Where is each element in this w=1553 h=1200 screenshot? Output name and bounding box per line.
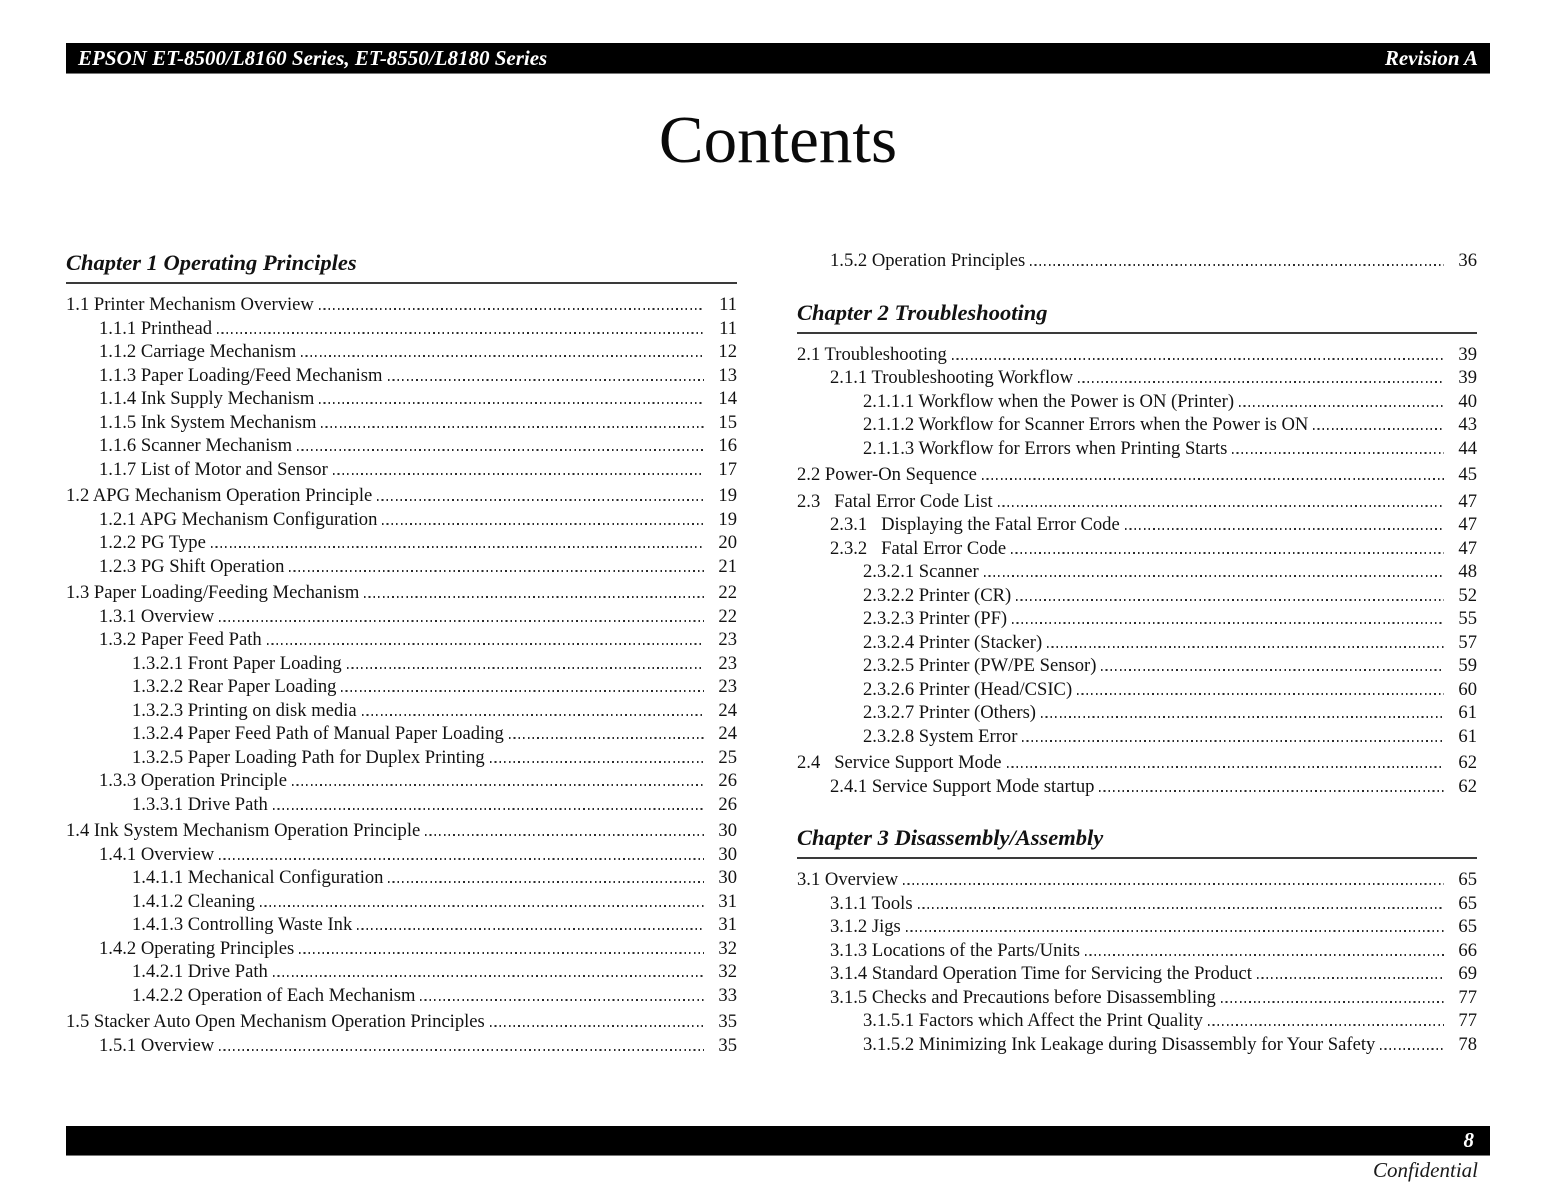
toc-entry-title: 1.4.1.2 Cleaning <box>132 890 255 912</box>
toc-leader-dots <box>425 834 704 836</box>
toc-entry[interactable] <box>66 531 737 555</box>
chapter-heading: Chapter 3 Disassembly/Assembly <box>797 824 1477 859</box>
toc-page-number: 26 <box>718 793 737 815</box>
toc-entry-title: 1.3.2.2 Rear Paper Loading <box>132 676 337 697</box>
toc-leader-dots <box>382 523 704 525</box>
toc-page-number: 30 <box>718 820 737 841</box>
toc-entry-title: 2.3.2.8 System Error <box>863 725 1018 747</box>
toc-entry-title: 3.1.5.1 Factors which Affect the Print Quality <box>863 1010 1203 1031</box>
toc-entry[interactable] <box>797 962 1477 986</box>
toc-leader-dots <box>289 570 704 572</box>
toc-page-number: 77 <box>1458 1010 1477 1031</box>
toc-page-number: 55 <box>1458 608 1477 629</box>
toc-entry[interactable] <box>66 843 737 867</box>
toc-page-number: 17 <box>718 458 737 480</box>
toc-leader-dots <box>1232 452 1444 454</box>
toc-leader-dots <box>1016 599 1444 601</box>
toc-page-number: 47 <box>1458 490 1477 512</box>
toc-entry[interactable] <box>66 508 737 532</box>
toc-entry[interactable] <box>66 699 737 723</box>
toc-entry-title: 1.3.2.5 Paper Loading Path for Duplex Printing <box>132 746 485 768</box>
toc-entry-title: 1.1.7 List of Motor and Sensor <box>99 458 328 480</box>
toc-leader-dots <box>1012 622 1444 624</box>
toc-entry-title: 3.1.5.2 Minimizing Ink Leakage during Disassembly for Your Safety <box>863 1033 1376 1055</box>
toc-page-number: 61 <box>1458 702 1477 723</box>
toc-leader-dots <box>219 1049 704 1051</box>
toc-leader-dots <box>219 858 704 860</box>
toc-leader-dots <box>211 546 704 548</box>
toc-entry[interactable] <box>66 793 737 817</box>
toc-entry[interactable] <box>797 249 1477 273</box>
toc-entry-title: 1.5.1 Overview <box>99 1034 215 1056</box>
toc-leader-dots <box>362 714 704 716</box>
toc-entry[interactable] <box>797 939 1477 963</box>
toc-entry[interactable] <box>797 607 1477 631</box>
toc-page-number: 11 <box>719 317 737 339</box>
toc-entry-title: 2.2 Power-On Sequence <box>797 464 977 485</box>
chapter-heading: Chapter 1 Operating Principles <box>66 249 737 284</box>
header-revision-label: Revision A <box>1384 45 1478 70</box>
toc-entry-title: 3.1.2 Jigs <box>830 916 901 937</box>
toc-entry-title: 2.3 Fatal Error Code List <box>797 490 993 512</box>
toc-page-number: 22 <box>718 582 737 603</box>
toc-entry-title: 1.3.2.1 Front Paper Loading <box>132 652 342 674</box>
toc-leader-dots <box>364 596 704 598</box>
toc-entry[interactable] <box>66 652 737 676</box>
toc-page-number: 45 <box>1458 464 1477 485</box>
toc-page-number: 19 <box>718 508 737 530</box>
toc-entry[interactable] <box>66 434 737 458</box>
toc-leader-dots <box>1085 954 1444 956</box>
toc-entry-title: 1.4 Ink System Mechanism Operation Principle <box>66 820 421 841</box>
toc-page-number: 32 <box>718 961 737 982</box>
toc-entry-title: 1.4.2 Operating Principles <box>99 937 295 959</box>
toc-entry[interactable] <box>66 411 737 435</box>
toc-entry[interactable] <box>66 913 737 937</box>
toc-page-number: 62 <box>1458 775 1477 797</box>
toc-entry[interactable] <box>797 631 1477 655</box>
toc-entry[interactable] <box>797 892 1477 916</box>
toc-entry[interactable] <box>797 343 1477 367</box>
toc-page-number: 65 <box>1458 916 1477 937</box>
toc-entry[interactable] <box>797 654 1477 678</box>
toc-page-number: 24 <box>718 699 737 721</box>
toc-entry[interactable] <box>797 413 1477 437</box>
toc-leader-dots <box>1007 766 1444 768</box>
toc-page-number: 35 <box>718 1034 737 1056</box>
toc-column <box>797 249 1477 1056</box>
toc-entry[interactable] <box>66 960 737 984</box>
toc-page-number: 44 <box>1458 437 1477 459</box>
toc-entry[interactable] <box>66 387 737 411</box>
toc-leader-dots <box>299 952 704 954</box>
toc-page-number: 57 <box>1458 631 1477 653</box>
toc-entry[interactable] <box>797 584 1477 608</box>
toc-leader-dots <box>292 784 704 786</box>
toc-page-number: 47 <box>1458 537 1477 559</box>
toc-entry-title: 2.3.2.4 Printer (Stacker) <box>863 631 1043 653</box>
toc-entry[interactable] <box>797 678 1477 702</box>
toc-leader-dots <box>297 449 704 451</box>
toc-entry[interactable] <box>66 937 737 961</box>
toc-page-number: 20 <box>718 532 737 553</box>
toc-entry[interactable] <box>66 605 737 629</box>
toc-page-number: 19 <box>718 485 737 506</box>
toc-page-number: 13 <box>718 364 737 386</box>
toc-leader-dots <box>347 667 704 669</box>
toc-entry-title: 2.4.1 Service Support Mode startup <box>830 775 1095 797</box>
toc-entry[interactable] <box>797 868 1477 892</box>
toc-page-number: 30 <box>718 843 737 865</box>
toc-entry[interactable] <box>66 484 737 508</box>
toc-leader-dots <box>388 881 704 883</box>
toc-entry-title: 1.3 Paper Loading/Feeding Mechanism <box>66 582 360 603</box>
toc-page-number: 30 <box>718 867 737 888</box>
toc-page-number: 26 <box>718 770 737 791</box>
toc-entry-title: 1.1.1 Printhead <box>99 317 213 339</box>
toc-leader-dots <box>341 690 704 692</box>
toc-page-number: 15 <box>718 411 737 433</box>
toc-entry-title: 1.1.2 Carriage Mechanism <box>99 341 297 362</box>
toc-entry[interactable] <box>66 675 737 699</box>
toc-entry[interactable] <box>66 581 737 605</box>
toc-page-number: 62 <box>1458 752 1477 773</box>
toc-leader-dots <box>388 379 705 381</box>
toc-entry[interactable] <box>66 984 737 1008</box>
toc-entry[interactable] <box>66 458 737 482</box>
toc-leader-dots <box>1022 740 1444 742</box>
toc-entry[interactable] <box>797 537 1477 561</box>
toc-entry-title: 3.1 Overview <box>797 869 899 890</box>
toc-entry-title: 2.1.1.2 Workflow for Scanner Errors when the Power is ON <box>863 414 1309 435</box>
toc-entry[interactable] <box>797 915 1477 939</box>
toc-page-number: 66 <box>1458 939 1477 961</box>
toc-leader-dots <box>1125 528 1444 530</box>
toc-leader-dots <box>273 808 704 810</box>
toc-page-number: 23 <box>718 652 737 674</box>
toc-entry-title: 1.3.2 Paper Feed Path <box>99 629 262 650</box>
toc-leader-dots <box>918 907 1444 909</box>
toc-entry-title: 1.3.1 Overview <box>99 605 215 627</box>
toc-leader-dots <box>509 737 704 739</box>
page-header-bar <box>66 43 1490 74</box>
toc-entry[interactable] <box>66 1010 737 1034</box>
toc-entry-title: 1.4.2.2 Operation of Each Mechanism <box>132 984 416 1006</box>
toc-entry[interactable] <box>797 463 1477 487</box>
toc-leader-dots <box>267 643 704 645</box>
toc-entry-title: 1.2.2 PG Type <box>99 532 206 553</box>
toc-leader-dots <box>1313 428 1444 430</box>
toc-entry[interactable] <box>66 364 737 388</box>
toc-entry-title: 3.1.3 Locations of the Parts/Units <box>830 939 1080 961</box>
toc-leader-dots <box>319 308 704 310</box>
toc-page-number: 16 <box>718 435 737 456</box>
toc-entry-title: 1.1.4 Ink Supply Mechanism <box>99 388 315 409</box>
toc-page-number: 31 <box>718 890 737 912</box>
toc-entry-title: 2.1.1.3 Workflow for Errors when Printing Starts <box>863 437 1228 459</box>
toc-leader-dots <box>377 499 704 501</box>
toc-entry-title: 3.1.4 Standard Operation Time for Servicing the Product <box>830 963 1252 984</box>
toc-leader-dots <box>321 426 704 428</box>
toc-leader-dots <box>1221 1001 1444 1003</box>
toc-leader-dots <box>273 975 704 977</box>
toc-entry-title: 2.1.1 Troubleshooting Workflow <box>830 367 1073 388</box>
toc-page-number: 77 <box>1458 986 1477 1008</box>
toc-entry[interactable] <box>66 890 737 914</box>
toc-leader-dots <box>1041 716 1444 718</box>
toc-entry-title: 2.3.2.6 Printer (Head/CSIC) <box>863 678 1073 700</box>
toc-entry[interactable] <box>66 555 737 579</box>
toc-entry[interactable] <box>66 293 737 317</box>
toc-entry-title: 1.2.3 PG Shift Operation <box>99 555 285 577</box>
toc-entry[interactable] <box>66 628 737 652</box>
toc-leader-dots <box>903 883 1444 885</box>
toc-page-number: 48 <box>1458 561 1477 582</box>
toc-page-number: 25 <box>718 746 737 768</box>
toc-leader-dots <box>490 1025 704 1027</box>
toc-entry[interactable] <box>797 390 1477 414</box>
toc-entry[interactable] <box>797 437 1477 461</box>
toc-page-number: 65 <box>1458 869 1477 890</box>
toc-entry-title: 1.1.5 Ink System Mechanism <box>99 411 317 433</box>
toc-leader-dots <box>1047 646 1444 648</box>
toc-entry-title: 2.1.1.1 Workflow when the Power is ON (Printer) <box>863 390 1235 412</box>
toc-page-number: 31 <box>718 914 737 935</box>
toc-entry-title: 1.2.1 APG Mechanism Configuration <box>99 508 378 530</box>
toc-leader-dots <box>1257 977 1444 979</box>
header-series-title: EPSON ET-8500/L8160 Series, ET-8550/L8180 Series <box>78 45 548 70</box>
toc-leader-dots <box>217 332 704 334</box>
toc-entry-title: 1.1.6 Scanner Mechanism <box>99 435 293 456</box>
toc-leader-dots <box>952 358 1444 360</box>
page-title: Contents <box>658 103 898 177</box>
toc-page-number: 23 <box>718 629 737 650</box>
toc-entry-title: 1.3.3 Operation Principle <box>99 770 287 791</box>
toc-leader-dots <box>357 928 704 930</box>
toc-entry-title: 1.3.2.3 Printing on disk media <box>132 699 357 721</box>
toc-leader-dots <box>1077 693 1444 695</box>
toc-entry[interactable] <box>66 746 737 770</box>
toc-page-number: 14 <box>718 388 737 409</box>
toc-entry[interactable] <box>797 1009 1477 1033</box>
toc-entry[interactable] <box>66 340 737 364</box>
toc-entry-title: 3.1.5 Checks and Precautions before Disassembling <box>830 986 1216 1008</box>
toc-page-number: 65 <box>1458 892 1477 914</box>
toc-page-number: 22 <box>718 605 737 627</box>
toc-entry-title: 2.3.2.2 Printer (CR) <box>863 584 1012 606</box>
toc-page-number: 23 <box>718 676 737 697</box>
toc-entry-title: 1.1.3 Paper Loading/Feed Mechanism <box>99 364 383 386</box>
toc-entry[interactable] <box>797 775 1477 799</box>
toc-page-number: 39 <box>1458 343 1477 365</box>
toc-entry-title: 3.1.1 Tools <box>830 892 913 914</box>
toc-page-number: 24 <box>718 723 737 744</box>
toc-entry-title: 1.1 Printer Mechanism Overview <box>66 294 314 315</box>
toc-entry[interactable] <box>797 560 1477 584</box>
toc-page-number: 60 <box>1458 678 1477 700</box>
toc-page-number: 69 <box>1458 963 1477 984</box>
toc-entry[interactable] <box>66 722 737 746</box>
toc-leader-dots <box>420 999 704 1001</box>
toc-leader-dots <box>1101 669 1444 671</box>
toc-leader-dots <box>1099 790 1444 792</box>
toc-entry[interactable] <box>66 819 737 843</box>
toc-entry[interactable] <box>66 769 737 793</box>
confidential-label: Confidential <box>1373 1158 1478 1182</box>
toc-page-number: 36 <box>1458 250 1477 271</box>
toc-page-number: 78 <box>1458 1033 1477 1055</box>
toc-entry[interactable] <box>797 490 1477 514</box>
toc-entry-title: 1.4.1.1 Mechanical Configuration <box>132 867 384 888</box>
toc-entry-title: 2.3.2.7 Printer (Others) <box>863 702 1036 723</box>
chapter-heading: Chapter 2 Troubleshooting <box>797 299 1477 334</box>
toc-entry-title: 1.4.2.1 Drive Path <box>132 961 268 982</box>
toc-entry[interactable] <box>66 317 737 341</box>
toc-entry-title: 2.1 Troubleshooting <box>797 343 947 365</box>
toc-page-number: 12 <box>718 341 737 362</box>
toc-page-number: 40 <box>1458 390 1477 412</box>
toc-column <box>66 249 737 1057</box>
toc-leader-dots <box>319 402 704 404</box>
toc-leader-dots <box>260 905 704 907</box>
toc-entry-title: 1.5.2 Operation Principles <box>830 250 1026 271</box>
toc-entry-title: 1.4.1.3 Controlling Waste Ink <box>132 914 353 935</box>
toc-leader-dots <box>906 930 1444 932</box>
toc-entry-title: 1.3.2.4 Paper Feed Path of Manual Paper Loading <box>132 723 504 744</box>
toc-page-number: 32 <box>718 937 737 959</box>
page-footer-bar <box>66 1126 1490 1156</box>
toc-leader-dots <box>1030 264 1444 266</box>
toc-leader-dots <box>301 355 704 357</box>
toc-page-number: 59 <box>1458 655 1477 676</box>
toc-entry[interactable] <box>797 725 1477 749</box>
toc-entry[interactable] <box>66 1034 737 1058</box>
toc-page-number: 11 <box>719 294 737 315</box>
toc-leader-dots <box>490 761 704 763</box>
toc-entry-title: 2.3.1 Displaying the Fatal Error Code <box>830 514 1120 535</box>
toc-leader-dots <box>219 620 704 622</box>
toc-entry[interactable] <box>797 751 1477 775</box>
footer-page-number: 8 <box>1463 1128 1474 1152</box>
toc-page-number: 43 <box>1458 414 1477 435</box>
toc-entry-title: 1.3.3.1 Drive Path <box>132 793 268 815</box>
toc-entry[interactable] <box>797 986 1477 1010</box>
toc-leader-dots <box>1239 405 1444 407</box>
toc-page-number: 47 <box>1458 514 1477 535</box>
toc-entry-title: 2.3.2.3 Printer (PF) <box>863 608 1008 629</box>
toc-page-number: 52 <box>1458 584 1477 606</box>
toc-entry-title: 1.5 Stacker Auto Open Mechanism Operation Principles <box>66 1011 485 1032</box>
toc-leader-dots <box>1011 552 1444 554</box>
toc-page-number: 35 <box>718 1011 737 1032</box>
toc-entry[interactable] <box>797 366 1477 390</box>
toc-leader-dots <box>984 575 1444 577</box>
toc-entry-title: 2.3.2.1 Scanner <box>863 561 979 582</box>
toc-entry-title: 1.4.1 Overview <box>99 843 215 865</box>
toc-leader-dots <box>1380 1048 1444 1050</box>
toc-page-number: 21 <box>718 555 737 577</box>
toc-leader-dots <box>982 478 1444 480</box>
toc-entry[interactable] <box>66 866 737 890</box>
toc-entry-title: 2.4 Service Support Mode <box>797 752 1002 773</box>
toc-page-number: 33 <box>718 984 737 1006</box>
toc-page-number: 39 <box>1458 367 1477 388</box>
toc-entry[interactable] <box>797 1033 1477 1057</box>
toc-entry[interactable] <box>797 513 1477 537</box>
toc-entry[interactable] <box>797 701 1477 725</box>
toc-leader-dots <box>998 505 1444 507</box>
toc-entry-title: 2.3.2 Fatal Error Code <box>830 537 1007 559</box>
toc-leader-dots <box>1078 381 1444 383</box>
toc-leader-dots <box>333 473 704 475</box>
toc-leader-dots <box>1208 1024 1444 1026</box>
toc-entry-title: 2.3.2.5 Printer (PW/PE Sensor) <box>863 655 1097 676</box>
toc-entry-title: 1.2 APG Mechanism Operation Principle <box>66 485 373 506</box>
toc-page-number: 61 <box>1458 725 1477 747</box>
